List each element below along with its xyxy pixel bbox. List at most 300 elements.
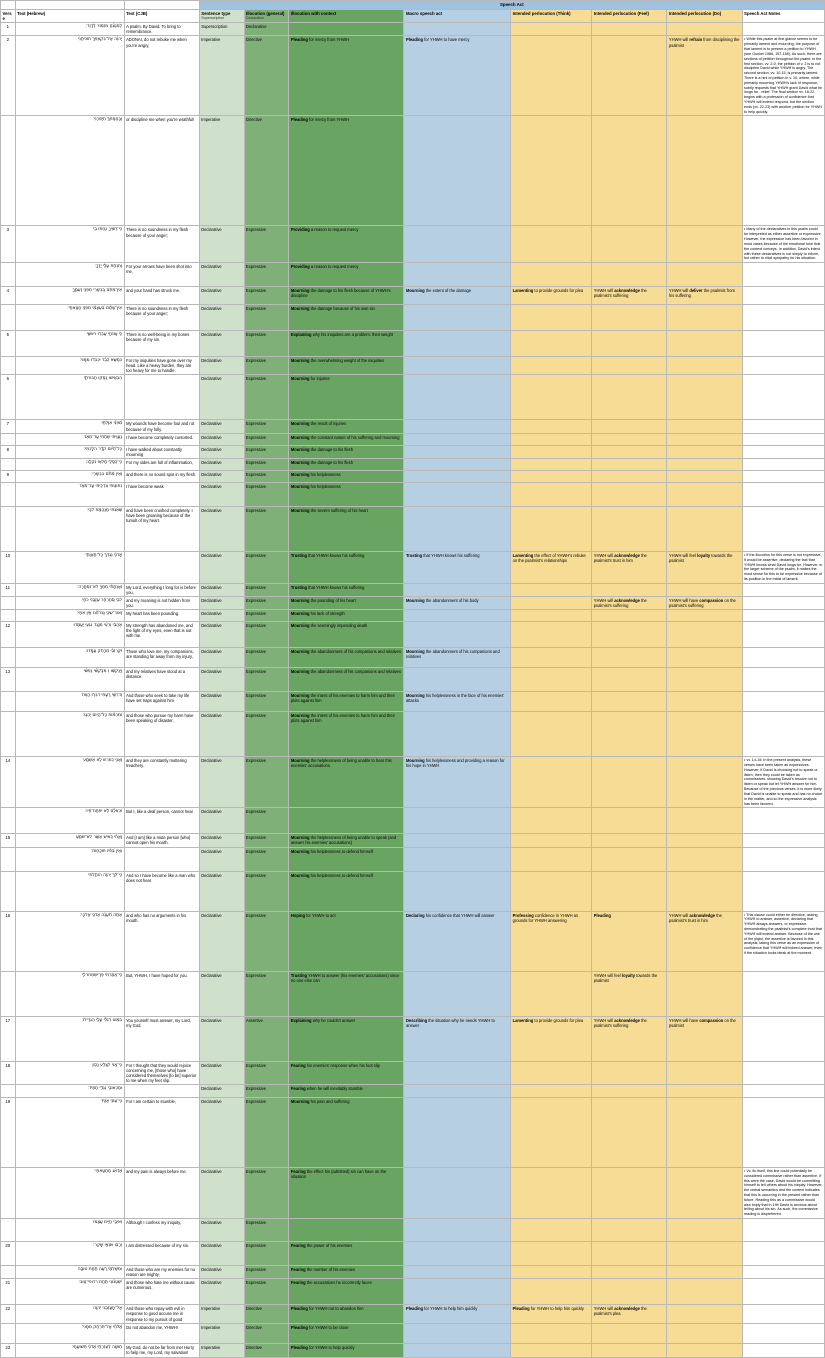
cell-macro-speech-act[interactable] <box>404 375 511 420</box>
cell-cjb-text[interactable]: My wounds have become foul and rot because of my folly. <box>124 420 199 433</box>
cell-illocution[interactable]: Expressive <box>244 757 289 808</box>
cell-illocution[interactable]: Declarative <box>244 23 289 36</box>
cell-perlocution-feel[interactable] <box>592 458 667 470</box>
cell-macro-speech-act[interactable] <box>404 834 511 847</box>
cell-illocution-context[interactable]: Mourning the seemingly impending death <box>289 622 404 648</box>
cell-illocution-context[interactable]: Fearing the number of his enemies <box>289 1266 404 1279</box>
cell-macro-speech-act[interactable] <box>404 445 511 458</box>
cell-perlocution-think[interactable] <box>511 583 592 596</box>
cell-perlocution-feel[interactable] <box>592 692 667 712</box>
cell-hebrew-text[interactable]: אֶ֝דְאַ֗ג מֵֽחַטָּאתִֽי׃ <box>15 1167 124 1218</box>
cell-hebrew-text[interactable]: כִּ֣י עֲ֭וֺנֹתַי עָבְר֣וּ רֹאשִׁ֑י <box>15 331 124 357</box>
cell-perlocution-do[interactable] <box>667 1242 742 1266</box>
cell-verse[interactable] <box>1 357 16 375</box>
cell-illocution[interactable]: Directive <box>244 1323 289 1343</box>
cell-perlocution-feel[interactable] <box>592 1219 667 1242</box>
cell-perlocution-feel[interactable] <box>592 1242 667 1266</box>
cell-cjb-text[interactable]: And those who are my enemies for no reason are mighty, <box>124 1266 199 1279</box>
cell-perlocution-think[interactable] <box>511 1061 592 1084</box>
cell-illocution-context[interactable]: Pleading for YHWH to help quickly <box>289 1343 404 1357</box>
cell-sentence-type[interactable]: Declarative <box>199 331 244 357</box>
cell-illocution[interactable]: Expressive <box>244 692 289 712</box>
cell-sentence-type[interactable]: Declarative <box>199 622 244 648</box>
cell-verse[interactable] <box>1 1167 16 1218</box>
cell-perlocution-think[interactable] <box>511 692 592 712</box>
cell-speech-act-notes[interactable]: • If the illocution for this verse is not expressive, it would be assertive, declaring the fact that YHWH knows what David longs for. However, in the larger scheme of the psalm, it makes the most sense for this to be expressive because of its position in the midst of lament. <box>742 551 824 583</box>
cell-illocution[interactable]: Expressive <box>244 583 289 596</box>
cell-macro-speech-act[interactable] <box>404 1061 511 1084</box>
cell-cjb-text[interactable]: and my relatives have stood at a distance. <box>124 668 199 692</box>
cell-verse[interactable] <box>1 712 16 757</box>
cell-hebrew-text[interactable]: וּמַכְאוֹבִ֖י נֶגְדִּ֣י תָמִֽיד׃ <box>15 1084 124 1097</box>
cell-perlocution-think[interactable] <box>511 116 592 226</box>
cell-illocution-context[interactable]: Mourning the result of injuries <box>289 420 404 433</box>
cell-verse[interactable] <box>1 263 16 287</box>
cell-cjb-text[interactable]: and my moaning is not hidden from you. <box>124 596 199 609</box>
cell-illocution-context[interactable]: Fearing the power of his enemies <box>289 1242 404 1266</box>
cell-verse[interactable]: 18 <box>1 1061 16 1084</box>
cell-illocution-context[interactable]: Trusting YHWH to answer (his enemies' accusations) since no one else can <box>289 971 404 1016</box>
cell-macro-speech-act[interactable] <box>404 263 511 287</box>
cell-illocution-context[interactable]: Mourning the abandonment of his companions and relatives <box>289 648 404 668</box>
cell-macro-speech-act[interactable]: Mourning his helplessness in the face of his enemies' attacks <box>404 692 511 712</box>
cell-verse[interactable]: 7 <box>1 420 16 433</box>
cell-macro-speech-act[interactable]: Pleading for YHWH to help him quickly <box>404 1305 511 1323</box>
cell-hebrew-text[interactable]: וְרַבּ֖וּ שֹׂנְאַ֣י שָֽׁקֶר׃ <box>15 1242 124 1266</box>
cell-illocution-context[interactable]: Mourning the helplessness of being unable to speak (and answer his enemies' accusations) <box>289 834 404 847</box>
cell-perlocution-do[interactable] <box>667 1305 742 1323</box>
cell-hebrew-text[interactable]: אֱ֝לֹהַ֗י אַל־תִּרְחַ֥ק מִמֶּֽנִּי׃ <box>15 1323 124 1343</box>
cell-perlocution-think[interactable] <box>511 357 592 375</box>
cell-perlocution-do[interactable] <box>667 1323 742 1343</box>
cell-speech-act-notes[interactable] <box>742 470 824 482</box>
cell-cjb-text[interactable]: I have become weak <box>124 482 199 506</box>
cell-speech-act-notes[interactable] <box>742 287 824 305</box>
cell-sentence-type[interactable]: Declarative <box>199 834 244 847</box>
cell-macro-speech-act[interactable] <box>404 583 511 596</box>
cell-verse[interactable] <box>1 1219 16 1242</box>
cell-perlocution-do[interactable] <box>667 668 742 692</box>
cell-macro-speech-act[interactable] <box>404 1084 511 1097</box>
cell-perlocution-think[interactable] <box>511 971 592 1016</box>
cell-speech-act-notes[interactable] <box>742 482 824 506</box>
cell-sentence-type[interactable]: Imperative <box>199 1323 244 1343</box>
cell-macro-speech-act[interactable] <box>404 610 511 622</box>
cell-macro-speech-act[interactable] <box>404 1242 511 1266</box>
cell-cjb-text[interactable]: And those who repay with evil in response to good accuse me in response to my pursuit of good <box>124 1305 199 1323</box>
cell-perlocution-do[interactable] <box>667 808 742 834</box>
cell-hebrew-text[interactable]: ח֥וּשָׁה לְעֶזְרָתִ֑י אֲ֝דֹנָ֗י תְּשׁוּעָתִֽי׃ <box>15 1343 124 1357</box>
cell-perlocution-think[interactable] <box>511 445 592 458</box>
cell-cjb-text[interactable]: A psalm. By David. To bring to remembrance. <box>124 23 199 36</box>
cell-perlocution-feel[interactable] <box>592 23 667 36</box>
cell-illocution[interactable]: Expressive <box>244 911 289 971</box>
cell-verse[interactable]: 12 <box>1 622 16 648</box>
cell-sentence-type[interactable]: Declarative <box>199 757 244 808</box>
cell-cjb-text[interactable]: My God, do not be far from me! Hurry to help me, my Lord, my salvation! <box>124 1343 199 1357</box>
cell-speech-act-notes[interactable] <box>742 1061 824 1084</box>
cell-cjb-text[interactable]: Although I confess my iniquity, <box>124 1219 199 1242</box>
cell-illocution-context[interactable]: Mourning the intent of his enemies to harm him and their plots against him <box>289 712 404 757</box>
cell-verse[interactable] <box>1 433 16 445</box>
cell-perlocution-feel[interactable] <box>592 648 667 668</box>
cell-hebrew-text[interactable]: כִּֽי־לְךָ֣ יְהוָ֣ה הוֹחָ֑לְתִּי <box>15 871 124 911</box>
cell-cjb-text[interactable]: There is no soundness in my flesh because of your anger; <box>124 226 199 263</box>
cell-cjb-text[interactable]: But I, like a deaf person, cannot hear <box>124 808 199 834</box>
cell-verse[interactable]: 15 <box>1 834 16 847</box>
cell-hebrew-text[interactable]: וָאֱהִ֗י כְּ֭אִישׁ אֲשֶׁ֣ר לֹא־שֹׁמֵ֑עַ <box>15 834 124 847</box>
cell-macro-speech-act[interactable] <box>404 1343 511 1357</box>
cell-perlocution-do[interactable] <box>667 305 742 331</box>
cell-sentence-type[interactable]: Declarative <box>199 1084 244 1097</box>
cell-illocution[interactable]: Directive <box>244 36 289 116</box>
cell-sentence-type[interactable]: Declarative <box>199 648 244 668</box>
cell-perlocution-think[interactable] <box>511 1167 592 1218</box>
cell-speech-act-notes[interactable] <box>742 712 824 757</box>
cell-hebrew-text[interactable]: הִבְאִ֣ישׁוּ נָ֭מַקּוּ חַבּוּרֹתָ֑י <box>15 375 124 420</box>
cell-speech-act-notes[interactable] <box>742 692 824 712</box>
cell-perlocution-do[interactable] <box>667 871 742 911</box>
cell-verse[interactable]: 1 <box>1 23 16 36</box>
cell-macro-speech-act[interactable]: Describing the situation why he needs YHWH to answer <box>404 1016 511 1061</box>
cell-perlocution-do[interactable] <box>667 506 742 551</box>
cell-verse[interactable] <box>1 596 16 609</box>
cell-illocution[interactable]: Expressive <box>244 648 289 668</box>
cell-sentence-type[interactable]: Declarative <box>199 1266 244 1279</box>
cell-hebrew-text[interactable]: אַל־תַּֽעַזְבֵ֥נִי יְהוָ֑ה <box>15 1305 124 1323</box>
cell-macro-speech-act[interactable] <box>404 971 511 1016</box>
cell-illocution[interactable]: Expressive <box>244 433 289 445</box>
cell-hebrew-text[interactable]: וַאֲנִ֣י כְ֭חֵרֵשׁ לֹ֣א אֶשְׁמָ֑ע <box>15 757 124 808</box>
header-illocution[interactable] <box>244 9 289 23</box>
cell-macro-speech-act[interactable] <box>404 847 511 871</box>
cell-sentence-type[interactable]: Declarative <box>199 1279 244 1305</box>
cell-perlocution-think[interactable] <box>511 36 592 116</box>
cell-illocution-context[interactable]: Pleading for mercy from YHWH <box>289 116 404 226</box>
cell-speech-act-notes[interactable] <box>742 1219 824 1242</box>
cell-verse[interactable] <box>1 1323 16 1343</box>
cell-hebrew-text[interactable]: אֵין־שָׁל֥וֹם בַּ֝עֲצָמַ֗י מִפְּנֵ֣י חַטָּאתִֽי׃ <box>15 305 124 331</box>
cell-illocution[interactable]: Directive <box>244 116 289 226</box>
cell-perlocution-do[interactable] <box>667 1343 742 1357</box>
cell-macro-speech-act[interactable] <box>404 1279 511 1305</box>
cell-macro-speech-act[interactable] <box>404 433 511 445</box>
cell-sentence-type[interactable]: Declarative <box>199 1219 244 1242</box>
cell-perlocution-feel[interactable] <box>592 331 667 357</box>
cell-speech-act-notes[interactable] <box>742 263 824 287</box>
cell-verse[interactable]: 4 <box>1 287 16 305</box>
cell-verse[interactable]: 23 <box>1 1343 16 1357</box>
cell-verse[interactable] <box>1 610 16 622</box>
cell-perlocution-do[interactable]: YHWH will feel loyalty towards the psalmist <box>667 551 742 583</box>
cell-verse[interactable] <box>1 847 16 871</box>
cell-verse[interactable] <box>1 458 16 470</box>
cell-hebrew-text[interactable]: וַתִּנְחַ֖ת עָלַ֣י יָדֶֽךָ׃ <box>15 263 124 287</box>
cell-illocution[interactable]: Expressive <box>244 263 289 287</box>
cell-perlocution-feel[interactable] <box>592 1097 667 1167</box>
cell-perlocution-feel[interactable] <box>592 1266 667 1279</box>
cell-perlocution-think[interactable] <box>511 834 592 847</box>
cell-sentence-type[interactable]: Declarative <box>199 1242 244 1266</box>
cell-perlocution-think[interactable] <box>511 506 592 551</box>
cell-hebrew-text[interactable]: וְאֹיְבַ֣י חַיִּ֣ים עָצֵ֑מוּ <box>15 1219 124 1242</box>
cell-perlocution-think[interactable] <box>511 808 592 834</box>
cell-speech-act-notes[interactable] <box>742 834 824 847</box>
cell-illocution-context[interactable]: Pleading for YHWH not to abandon him <box>289 1305 404 1323</box>
header-perlocution-feel[interactable]: Intended perlocution (Feel) <box>592 9 667 23</box>
cell-perlocution-do[interactable]: YHWH will deliver the psalmist from his suffering <box>667 287 742 305</box>
cell-perlocution-think[interactable] <box>511 1219 592 1242</box>
cell-sentence-type[interactable]: Imperative <box>199 116 244 226</box>
cell-illocution[interactable]: Expressive <box>244 622 289 648</box>
cell-perlocution-do[interactable] <box>667 648 742 668</box>
cell-illocution-context[interactable]: Mourning the damage to his flesh <box>289 458 404 470</box>
cell-macro-speech-act[interactable]: Trusting that YHWH knows his suffering <box>404 551 511 583</box>
cell-speech-act-notes[interactable] <box>742 1279 824 1305</box>
cell-cjb-text[interactable]: and your hand has struck me. <box>124 287 199 305</box>
cell-perlocution-do[interactable] <box>667 1167 742 1218</box>
cell-perlocution-think[interactable] <box>511 847 592 871</box>
cell-perlocution-feel[interactable] <box>592 433 667 445</box>
cell-illocution[interactable]: Expressive <box>244 871 289 911</box>
cell-perlocution-feel[interactable] <box>592 808 667 834</box>
cell-perlocution-do[interactable] <box>667 458 742 470</box>
cell-perlocution-think[interactable] <box>511 712 592 757</box>
cell-illocution-context[interactable]: Mourning his helplessness to defend himself <box>289 847 404 871</box>
cell-sentence-type[interactable]: Declarative <box>199 357 244 375</box>
cell-illocution-context[interactable]: Mourning the damage to his flesh <box>289 445 404 458</box>
cell-illocution[interactable]: Expressive <box>244 357 289 375</box>
cell-sentence-type[interactable]: Imperative <box>199 36 244 116</box>
cell-verse[interactable]: 13 <box>1 668 16 692</box>
cell-cjb-text[interactable]: For I am certain to stumble, <box>124 1097 199 1167</box>
cell-perlocution-feel[interactable] <box>592 668 667 692</box>
cell-perlocution-do[interactable]: YHWH will have compassion on the psalmist <box>667 1016 742 1061</box>
cell-hebrew-text[interactable]: נַעֲוֵ֥יתִי שַׁחֹ֣תִי עַד־מְאֹ֑ד <box>15 433 124 445</box>
cell-perlocution-feel[interactable] <box>592 610 667 622</box>
header-hebrew[interactable]: Text (Hebrew) <box>15 9 124 23</box>
cell-hebrew-text[interactable]: כְּמַשָּׂ֥א כָ֝בֵ֗ד יִכְבְּד֥וּ מִמֶּֽנִּי׃ <box>15 357 124 375</box>
cell-illocution-context[interactable]: Mourning the abandonment of his companions and relatives <box>289 668 404 692</box>
cell-hebrew-text[interactable]: וְדֹרְשֵׁ֣י רָ֭עָתִי דִּבְּר֣וּ הַוּ֑וֹת <box>15 692 124 712</box>
cell-cjb-text[interactable]: I am distressed because of my sin. <box>124 1242 199 1266</box>
cell-hebrew-text[interactable]: וְאֵ֥ין מְ֝תֹ֗ם בִּבְשָׂרִֽי׃ <box>15 470 124 482</box>
cell-perlocution-do[interactable] <box>667 1219 742 1242</box>
cell-cjb-text[interactable] <box>124 551 199 583</box>
cell-illocution[interactable]: Expressive <box>244 1061 289 1084</box>
cell-perlocution-feel[interactable] <box>592 305 667 331</box>
cell-perlocution-think[interactable] <box>511 375 592 420</box>
cell-perlocution-do[interactable] <box>667 1097 742 1167</box>
cell-speech-act-notes[interactable] <box>742 433 824 445</box>
cell-illocution[interactable]: Assertive <box>244 1016 289 1061</box>
cell-verse[interactable]: 17 <box>1 1016 16 1061</box>
cell-macro-speech-act[interactable] <box>404 116 511 226</box>
cell-sentence-type[interactable]: Declarative <box>199 712 244 757</box>
cell-illocution-context[interactable]: Trusting that YHWH knows his suffering <box>289 551 404 583</box>
cell-illocution-context[interactable]: Mourning the intent of his enemies to harm him and their plots against him <box>289 692 404 712</box>
cell-perlocution-feel[interactable]: YHWH will feel loyalty towards the psalmist <box>592 971 667 1016</box>
cell-speech-act-notes[interactable] <box>742 808 824 834</box>
cell-speech-act-notes[interactable] <box>742 1343 824 1357</box>
cell-illocution[interactable]: Expressive <box>244 1097 289 1167</box>
cell-cjb-text[interactable]: I have walked about constantly mourning <box>124 445 199 458</box>
cell-illocution[interactable]: Expressive <box>244 1266 289 1279</box>
cell-perlocution-do[interactable] <box>667 1061 742 1084</box>
cell-perlocution-think[interactable] <box>511 596 592 609</box>
cell-perlocution-think[interactable] <box>511 226 592 263</box>
cell-cjb-text[interactable]: And so I have become like a man who does not hear <box>124 871 199 911</box>
cell-hebrew-text[interactable]: לַמְנַצֵּ֗חַ מִזְמ֥וֹר לְדָוִֽד׃ <box>15 23 124 36</box>
cell-perlocution-do[interactable] <box>667 375 742 420</box>
cell-sentence-type[interactable]: Declarative <box>199 692 244 712</box>
cell-perlocution-feel[interactable] <box>592 375 667 420</box>
cell-speech-act-notes[interactable] <box>742 445 824 458</box>
cell-sentence-type[interactable]: Declarative <box>199 420 244 433</box>
cell-macro-speech-act[interactable] <box>404 305 511 331</box>
cell-perlocution-think[interactable]: Lamenting to provide grounds for plea <box>511 1016 592 1061</box>
cell-perlocution-do[interactable]: YHWH will refrain from disciplining the psalmist <box>667 36 742 116</box>
cell-perlocution-think[interactable] <box>511 1279 592 1305</box>
cell-hebrew-text[interactable]: וַיְנַקְשׁ֤וּ ׀ מְבַקְשֵׁ֬י נַפְשִׁ֗י <box>15 668 124 692</box>
cell-illocution-context[interactable]: Mourning the damage to his flesh because of YHWH's discipline <box>289 287 404 305</box>
cell-perlocution-do[interactable] <box>667 226 742 263</box>
cell-cjb-text[interactable]: For my sides are full of inflammation, <box>124 458 199 470</box>
cell-cjb-text[interactable]: and those who pursue my harm have been speaking of disaster, <box>124 712 199 757</box>
cell-cjb-text[interactable]: and those who hate me without cause are numerous. <box>124 1279 199 1305</box>
cell-sentence-type[interactable]: Declarative <box>199 375 244 420</box>
cell-speech-act-notes[interactable] <box>742 1323 824 1343</box>
cell-perlocution-feel[interactable] <box>592 847 667 871</box>
cell-macro-speech-act[interactable]: Mourning the abandonment of his body <box>404 596 511 609</box>
cell-verse[interactable]: 19 <box>1 1097 16 1167</box>
cell-perlocution-think[interactable] <box>511 23 592 36</box>
cell-perlocution-do[interactable] <box>667 331 742 357</box>
cell-sentence-type[interactable]: Declarative <box>199 506 244 551</box>
cell-cjb-text[interactable]: There is no well-being in my bones because of my sin. <box>124 331 199 357</box>
cell-perlocution-feel[interactable] <box>592 1167 667 1218</box>
cell-speech-act-notes[interactable] <box>742 583 824 596</box>
cell-perlocution-think[interactable] <box>511 1343 592 1357</box>
cell-speech-act-notes[interactable] <box>742 1084 824 1097</box>
cell-perlocution-feel[interactable] <box>592 583 667 596</box>
cell-perlocution-think[interactable] <box>511 470 592 482</box>
cell-illocution-context[interactable] <box>289 1219 404 1242</box>
cell-cjb-text[interactable]: There is no soundness in my flesh because of your anger; <box>124 305 199 331</box>
header-illocution-context[interactable]: Illocution with context <box>289 9 404 23</box>
cell-speech-act-notes[interactable] <box>742 648 824 668</box>
cell-macro-speech-act[interactable] <box>404 871 511 911</box>
cell-perlocution-feel[interactable] <box>592 834 667 847</box>
cell-macro-speech-act[interactable] <box>404 458 511 470</box>
cell-illocution-context[interactable]: Providing a reason to request mercy <box>289 263 404 287</box>
cell-sentence-type[interactable]: Declarative <box>199 871 244 911</box>
cell-verse[interactable]: 9 <box>1 470 16 482</box>
cell-sentence-type[interactable]: Declarative <box>199 847 244 871</box>
cell-verse[interactable] <box>1 648 16 668</box>
cell-perlocution-think[interactable]: Lamenting to provide grounds for plea <box>511 287 592 305</box>
cell-perlocution-feel[interactable] <box>592 36 667 116</box>
cell-illocution[interactable]: Expressive <box>244 305 289 331</box>
cell-macro-speech-act[interactable]: Declaring his confidence that YHWH will answer <box>404 911 511 971</box>
cell-verse[interactable]: 2 <box>1 36 16 116</box>
cell-verse[interactable] <box>1 506 16 551</box>
cell-hebrew-text[interactable]: מִ֝פְּנֵ֗י אִוַּלְתִּֽי׃ <box>15 420 124 433</box>
cell-perlocution-feel[interactable] <box>592 420 667 433</box>
cell-illocution-context[interactable] <box>289 808 404 834</box>
cell-hebrew-text[interactable]: כָּל־הַ֝יּ֗וֹם קֹדֵ֥ר הִלָּֽכְתִּי׃ <box>15 445 124 458</box>
cell-perlocution-do[interactable]: YHWH will have compassion on the psalmist's suffering <box>667 596 742 609</box>
cell-perlocution-do[interactable] <box>667 482 742 506</box>
cell-macro-speech-act[interactable] <box>404 23 511 36</box>
cell-perlocution-think[interactable]: Pleading for YHWH to help him quickly <box>511 1305 592 1323</box>
cell-perlocution-feel[interactable] <box>592 482 667 506</box>
cell-perlocution-think[interactable] <box>511 1084 592 1097</box>
cell-hebrew-text[interactable]: אֲֽדֹנָ֗י נֶגְדְּךָ֥ כָל־תַּאֲוָתִ֑י <box>15 551 124 583</box>
cell-macro-speech-act[interactable] <box>404 470 511 482</box>
cell-illocution[interactable]: Expressive <box>244 712 289 757</box>
cell-illocution-context[interactable]: Mourning the damage because of his own sin <box>289 305 404 331</box>
cell-cjb-text[interactable]: Those who love me, my companions, are standing far away from my injury, <box>124 648 199 668</box>
cell-cjb-text[interactable] <box>124 1084 199 1097</box>
cell-speech-act-notes[interactable] <box>742 596 824 609</box>
cell-cjb-text[interactable]: or discipline me when you're wrathful! <box>124 116 199 226</box>
cell-sentence-type[interactable]: Declarative <box>199 482 244 506</box>
cell-macro-speech-act[interactable] <box>404 1097 511 1167</box>
cell-speech-act-notes[interactable] <box>742 971 824 1016</box>
cell-sentence-type[interactable]: Declarative <box>199 287 244 305</box>
cell-speech-act-notes[interactable] <box>742 420 824 433</box>
cell-perlocution-think[interactable]: Lamenting the effect of YHWH's rebuke on the psalmist's relationships <box>511 551 592 583</box>
cell-perlocution-do[interactable] <box>667 263 742 287</box>
cell-macro-speech-act[interactable] <box>404 808 511 834</box>
cell-sentence-type[interactable]: Superscription <box>199 23 244 36</box>
cell-speech-act-notes[interactable] <box>742 116 824 226</box>
cell-illocution-context[interactable]: Hoping for YHWH to act <box>289 911 404 971</box>
header-perlocution-do[interactable]: Intended perlocution (Do) <box>667 9 742 23</box>
cell-sentence-type[interactable]: Declarative <box>199 596 244 609</box>
cell-illocution-context[interactable]: Mourning for injuries <box>289 375 404 420</box>
cell-cjb-text[interactable]: My heart has been pounding. <box>124 610 199 622</box>
cell-verse[interactable] <box>1 116 16 226</box>
cell-perlocution-do[interactable] <box>667 971 742 1016</box>
cell-perlocution-feel[interactable]: Pleading <box>592 911 667 971</box>
cell-sentence-type[interactable]: Declarative <box>199 263 244 287</box>
cell-macro-speech-act[interactable] <box>404 226 511 263</box>
cell-sentence-type[interactable]: Declarative <box>199 305 244 331</box>
cell-speech-act-notes[interactable]: • Many of the declaratives in this psalm could be interpreted as either assertive or expressive. However, the expressive has been favored in most cases because of the emotional tone that the context conveys. In addition, David's intent with these declaratives is not simply to inform, but rather to elicit sympathy for his situation. <box>742 226 824 263</box>
cell-illocution-context[interactable]: Pleading for mercy from YHWH <box>289 36 404 116</box>
cell-verse[interactable]: 5 <box>1 331 16 357</box>
cell-perlocution-think[interactable] <box>511 331 592 357</box>
cell-macro-speech-act[interactable]: Mourning his helplessness and providing a reason for his hope in YHWH <box>404 757 511 808</box>
cell-perlocution-think[interactable] <box>511 622 592 648</box>
cell-sentence-type[interactable]: Declarative <box>199 610 244 622</box>
cell-macro-speech-act[interactable] <box>404 668 511 692</box>
cell-speech-act-notes[interactable] <box>742 1266 824 1279</box>
cell-cjb-text[interactable]: and who has no arguments in his mouth. <box>124 911 199 971</box>
cell-illocution-context[interactable]: Mourning the pounding of his heart <box>289 596 404 609</box>
cell-cjb-text[interactable]: For my iniquities have gone over my head. Like a heavy burden, they are too heavy for me to handle. <box>124 357 199 375</box>
cell-perlocution-do[interactable] <box>667 622 742 648</box>
cell-macro-speech-act[interactable] <box>404 482 511 506</box>
cell-verse[interactable]: 6 <box>1 375 16 420</box>
cell-verse[interactable]: 20 <box>1 1242 16 1266</box>
cell-macro-speech-act[interactable]: Pleading for YHWH to have mercy <box>404 36 511 116</box>
cell-perlocution-do[interactable] <box>667 1084 742 1097</box>
cell-macro-speech-act[interactable] <box>404 1219 511 1242</box>
cell-hebrew-text[interactable]: וּֽבַחֲמָתְךָ֥ תְיַסְּרֵֽנִי׃ <box>15 116 124 226</box>
